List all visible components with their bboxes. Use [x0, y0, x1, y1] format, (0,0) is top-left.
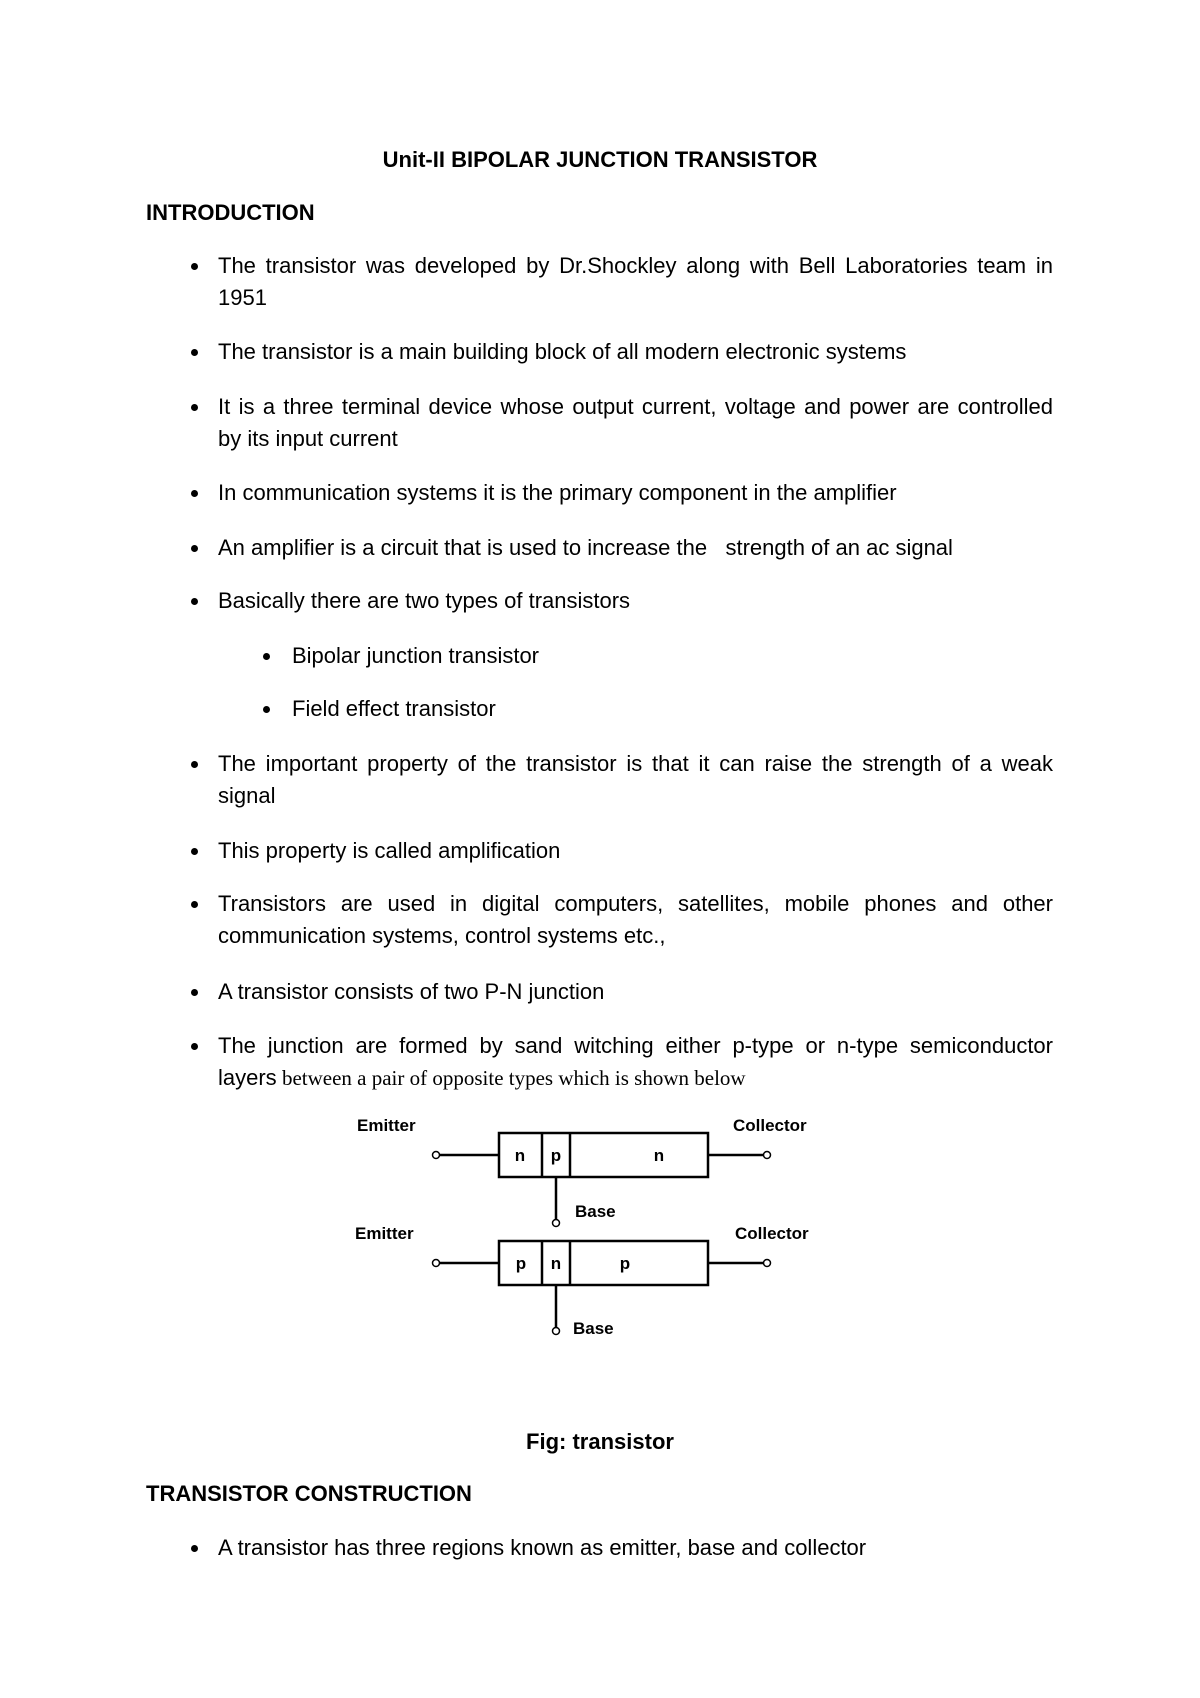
npn-base-label: Base: [575, 1202, 616, 1221]
section-heading-introduction: INTRODUCTION: [146, 200, 315, 225]
bullet-text-serif: between a pair of opposite types which is shown below: [276, 1066, 746, 1090]
sub-bullet-item: Bipolar junction transistor: [292, 640, 539, 672]
bullet-item: In communication systems it is the primary component in the amplifier: [218, 477, 1053, 509]
pnp-base-label: Base: [573, 1319, 614, 1338]
npn-emitter-label: Emitter: [357, 1116, 416, 1135]
bullet-item: Transistors are used in digital computers, satellites, mobile phones and other communication systems, control systems etc.,: [218, 888, 1053, 952]
bullet-item: A transistor consists of two P-N junction: [218, 976, 1053, 1008]
pnp-region-collector: p: [619, 1254, 631, 1273]
bullet-item: It is a three terminal device whose output current, voltage and power are controlled by its input current: [218, 391, 1053, 455]
bullet-item: A transistor has three regions known as emitter, base and collector: [218, 1532, 1053, 1564]
pnp-collector-label: Collector: [735, 1224, 809, 1243]
bullet-text: The junction are formed by sand witching either p-type or n-type semiconductor layers: [218, 1033, 1053, 1090]
bullet-item: The important property of the transistor is that it can raise the strength of a weak signal: [218, 748, 1053, 812]
pnp-emitter-label: Emitter: [355, 1224, 414, 1243]
bullet-item: The transistor was developed by Dr.Shockley along with Bell Laboratories team in 1951: [218, 250, 1053, 314]
bullet-item: This property is called amplification: [218, 835, 1053, 867]
figure-caption: Fig: transistor: [526, 1429, 674, 1454]
npn-region-collector: n: [653, 1146, 665, 1165]
page-title: Unit-II BIPOLAR JUNCTION TRANSISTOR: [382, 147, 818, 172]
bullet-item: Basically there are two types of transistors: [218, 585, 1053, 617]
bullet-item: The transistor is a main building block of all modern electronic systems: [218, 336, 1053, 368]
npn-region-emitter: n: [514, 1146, 526, 1165]
pnp-region-emitter: p: [515, 1254, 527, 1273]
pnp-region-base: n: [550, 1254, 562, 1273]
section-heading-construction: TRANSISTOR CONSTRUCTION: [146, 1481, 472, 1506]
bullet-item: An amplifier is a circuit that is used to increase the strength of an ac signal: [218, 532, 1053, 564]
npn-collector-label: Collector: [733, 1116, 807, 1135]
npn-region-base: p: [550, 1146, 562, 1165]
sub-bullet-item: Field effect transistor: [292, 693, 496, 725]
